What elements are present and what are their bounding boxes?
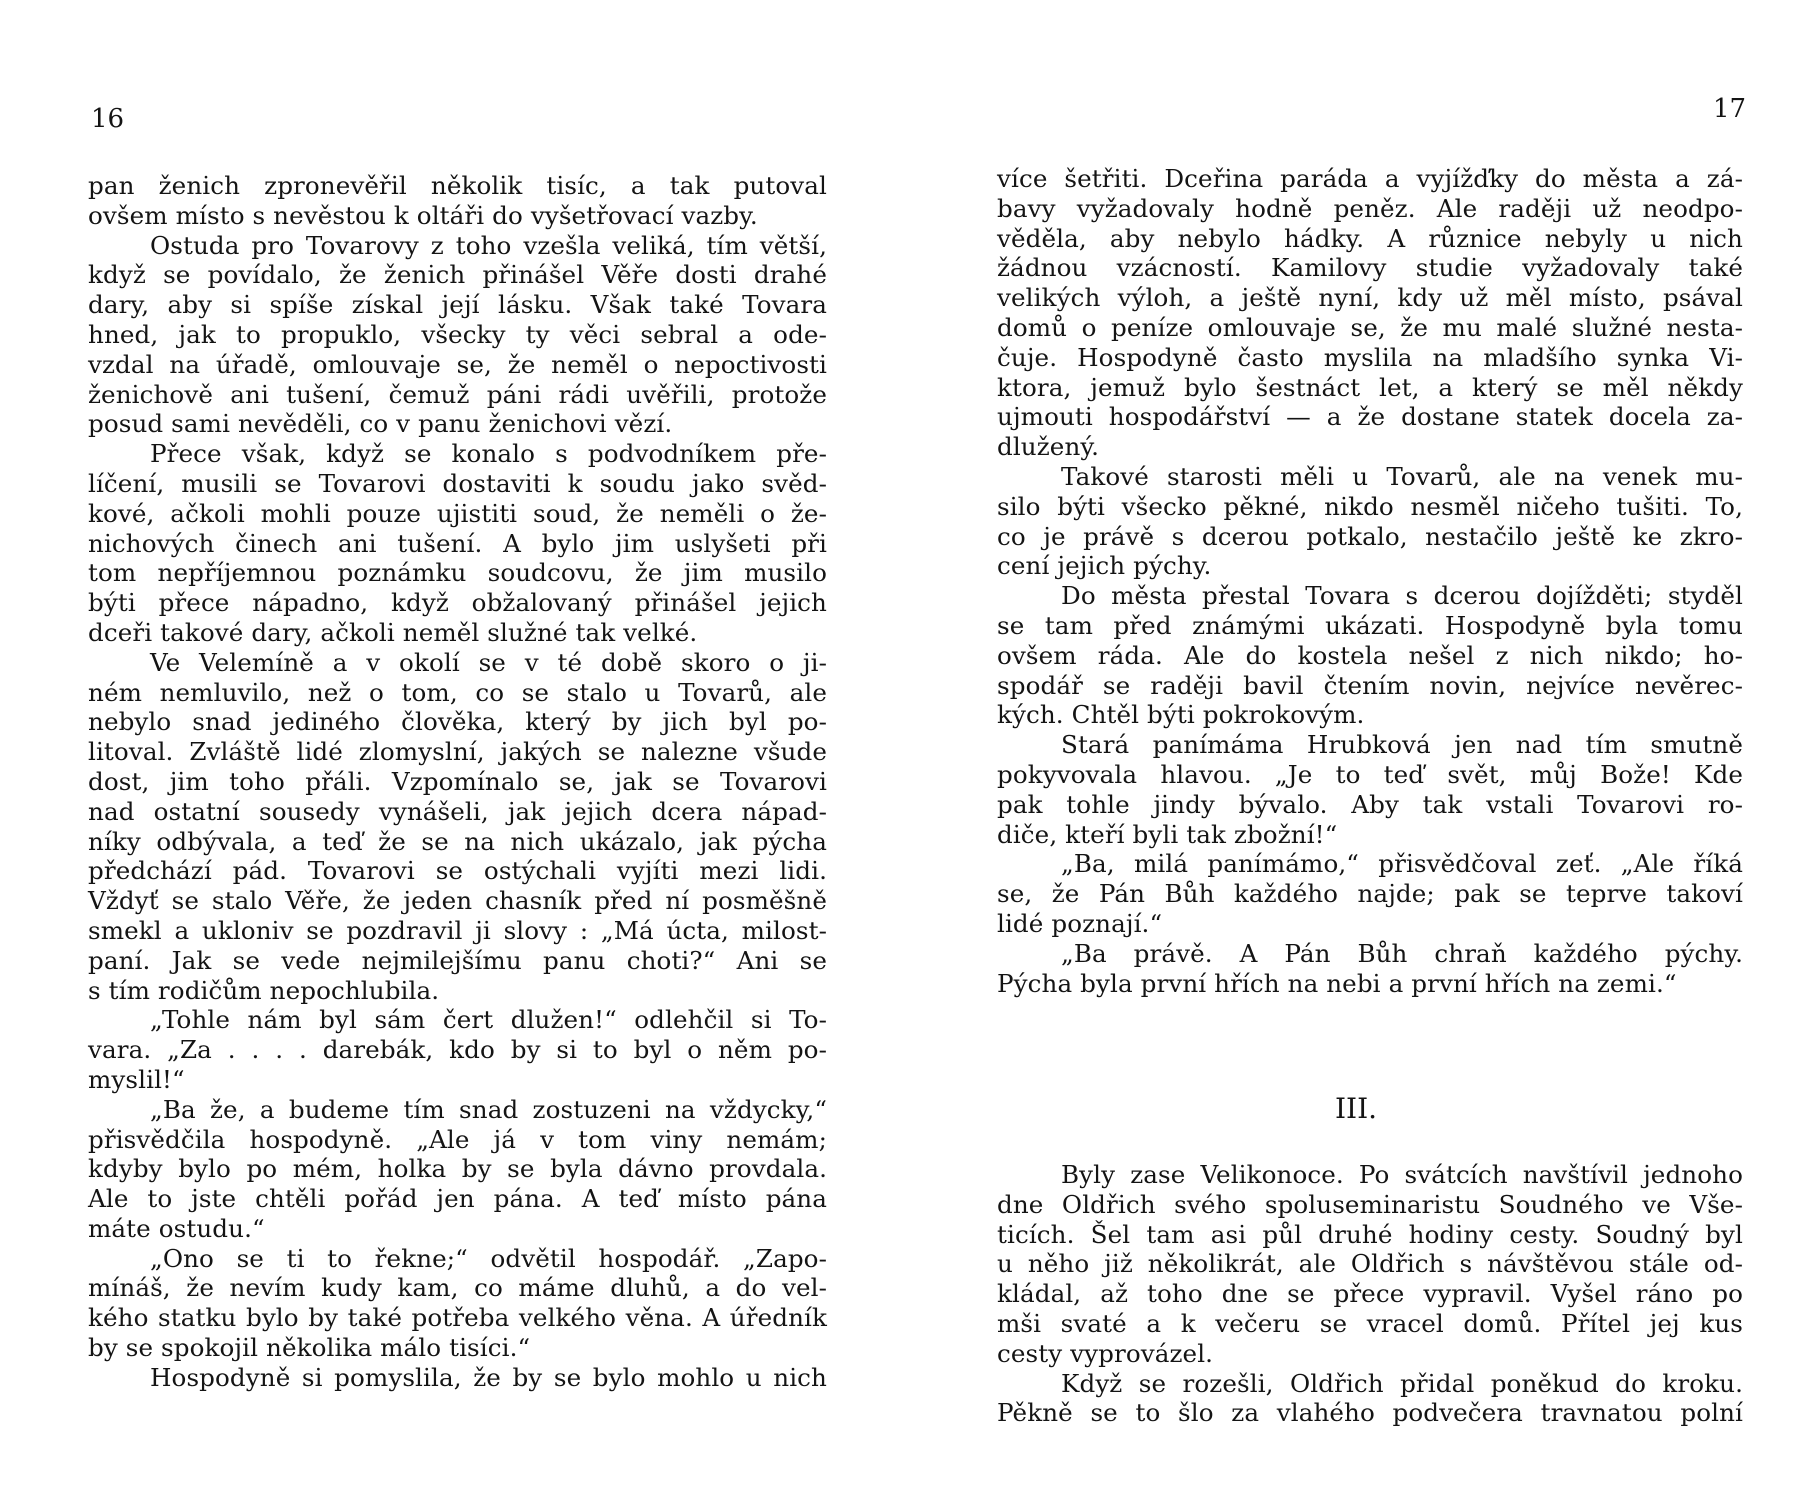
left-page-number: 16 (91, 104, 125, 134)
text-line: Hospodyně si pomyslila, že by se bylo mohlo u nich (150, 1362, 827, 1392)
text-line: Přece však, když se konalo s podvodníkem pře- (150, 439, 827, 469)
text-line: více šetřiti. Dceřina paráda a vyjížďky do města a zá- (997, 164, 1743, 193)
text-line: „Tohle nám byl sám čert dlužen!“ odlehčil si To- (150, 1005, 827, 1035)
text-line: mínáš, že nevím kudy kam, co máme dluhů, a do vel- (88, 1273, 827, 1303)
text-line: ovšem místo s nevěstou k oltáři do vyšetřovací vazby. (88, 200, 758, 230)
left-page (0, 0, 900, 1500)
text-line: hned, jak to propuklo, všecky ty věci sebral a ode- (88, 319, 827, 349)
text-line: dary, aby si spíše získal její lásku. Však také Tovara (88, 290, 827, 320)
text-line: „Ono se ti to řekne;“ odvětil hospodář. „Zapo- (150, 1243, 827, 1273)
text-line: by se spokojil několika málo tisíci.“ (88, 1333, 531, 1363)
text-line: mši svaté a k večeru se vracel domů. Přítel jej kus (997, 1308, 1743, 1338)
left-page-text (88, 171, 827, 1393)
text-line: čuje. Hospodyně často myslila na mladšího synka Vi- (997, 342, 1743, 372)
right-page-text (997, 164, 1743, 998)
text-line: Ostuda pro Tovarovy z toho vzešla veliká, tím větší, (150, 230, 827, 260)
text-line: bavy vyžadovaly hodně peněz. Ale raději už neodpo- (997, 193, 1743, 223)
text-line: žádnou vzácností. Kamilovy studie vyžadovaly také (997, 253, 1743, 283)
chapter-heading: III. (1334, 1092, 1378, 1125)
text-line: ujmouti hospodářství — a že dostane statek docela za- (997, 402, 1743, 432)
text-line: býti přece nápadno, když obžalovaný přinášel jejich (88, 588, 827, 618)
text-line: tom nepříjemnou poznámku soudcovu, že jim musilo (88, 558, 827, 588)
text-line: Stará panímáma Hrubková jen nad tím smutně (1061, 730, 1743, 760)
text-line: „Ba že, a budeme tím snad zostuzeni na vždycky,“ (150, 1094, 827, 1124)
text-line: přisvědčila hospodyně. „Ale já v tom viny nemám; (88, 1124, 827, 1154)
text-line: Pýcha byla první hřích na nebi a první hřích na zemi.“ (997, 968, 1677, 998)
text-line: nichových činech ani tušení. A bylo jim uslyšeti při (88, 528, 827, 558)
text-line: litoval. Zvláště lidé zlomyslní, jakých se nalezne všude (88, 737, 827, 767)
text-line: domů o peníze omlouvaje se, že mu malé služné nesta- (997, 312, 1743, 342)
text-line: diče, kteří byli tak zbožní!“ (997, 819, 1338, 849)
text-line: nebylo snad jediného člověka, který by jich byl po- (88, 707, 827, 737)
text-line: kové, ačkoli mohli pouze ujistiti soud, že neměli o že- (88, 498, 827, 528)
text-line: silo býti všecko pěkné, nikdo nesměl ničeho tušiti. To, (997, 491, 1743, 521)
text-line: se, že Pán Bůh každého najde; pak se teprve takoví (997, 879, 1743, 909)
text-line: myslil!“ (88, 1064, 185, 1094)
text-line: pan ženich zpronevěřil několik tisíc, a tak putoval (88, 171, 827, 200)
text-line: cesty vyprovázel. (997, 1338, 1214, 1368)
text-line: se tam před známými ukázati. Hospodyně byla tomu (997, 610, 1743, 640)
text-line: Když se rozešli, Oldřich přidal poněkud do kroku. (1061, 1368, 1743, 1398)
text-line: paní. Jak se vede nejmilejšímu panu choti?“ Ani se (88, 945, 827, 975)
text-line: vara. „Za . . . . darebák, kdo by si to byl o něm po- (88, 1035, 827, 1065)
text-line: dne Oldřich svého spoluseminaristu Soudného ve Vše- (997, 1189, 1743, 1219)
text-line: pokyvovala hlavou. „Je to teď svět, můj Bože! Kde (997, 759, 1743, 789)
text-line: pak tohle jindy bývalo. Aby tak vstali Tovarovi ro- (997, 789, 1743, 819)
text-line: kých. Chtěl býti pokrokovým. (997, 700, 1365, 730)
text-line: když se povídalo, že ženich přinášel Věře dosti drahé (88, 260, 827, 290)
text-line: líčení, musili se Tovarovi dostaviti k soudu jako svěd- (88, 468, 827, 498)
text-line: Ale to jste chtěli pořád jen pána. A teď místo pána (88, 1184, 827, 1214)
text-line: Vždyť se stalo Věře, že jeden chasník před ní posměšně (88, 886, 827, 916)
right-page-text-after-heading (997, 1160, 1743, 1428)
text-line: kého statku bylo by také potřeba velkého věna. A úředník (88, 1303, 827, 1333)
text-line: Do města přestal Tovara s dcerou dojížděti; styděl (1061, 581, 1743, 611)
text-line: co je právě s dcerou potkalo, nestačilo ještě ke zkro- (997, 521, 1743, 551)
right-page (900, 0, 1812, 1500)
right-page-number: 17 (1713, 94, 1747, 124)
text-line: ném nemluvilo, než o tom, co se stalo u Tovarů, ale (88, 677, 827, 707)
text-line: dost, jim toho přáli. Vzpomínalo se, jak se Tovarovi (88, 766, 827, 796)
text-line: Pěkně se to šlo za vlahého podvečera travnatou polní (997, 1398, 1743, 1428)
text-line: dceři takové dary, ačkoli neměl služné tak velké. (88, 617, 698, 647)
text-line: posud sami nevěděli, co v panu ženichovi vězí. (88, 409, 673, 439)
text-line: velikých výloh, a ještě nyní, kdy už měl místo, psával (997, 283, 1743, 313)
text-line: „Ba, milá panímámo,“ přisvědčoval zeť. „Ale říká (1061, 849, 1743, 879)
text-line: Takové starosti měli u Tovarů, ale na venek mu- (1061, 461, 1743, 491)
text-line: kládal, až toho dne se přece vypravil. Vyšel ráno po (997, 1279, 1743, 1309)
text-line: smekl a ukloniv se pozdravil ji slovy : „Má úcta, milost- (88, 915, 827, 945)
text-line: spodář se raději bavil čtením novin, nejvíce nevěrec- (997, 670, 1743, 700)
text-line: „Ba právě. A Pán Bůh chraň každého pýchy. (1061, 938, 1743, 968)
text-line: věděla, aby nebylo hádky. A různice nebyly u nich (997, 223, 1743, 253)
text-line: kdyby bylo po mém, holka by se byla dávno provdala. (88, 1154, 827, 1184)
text-line: Byly zase Velikonoce. Po svátcích navštívil jednoho (1061, 1160, 1743, 1189)
text-line: ovšem ráda. Ale do kostela nešel z nich nikdo; ho- (997, 640, 1743, 670)
text-line: Ve Velemíně a v okolí se v té době skoro o ji- (150, 647, 827, 677)
text-line: ktora, jemuž bylo šestnáct let, a který se měl někdy (997, 372, 1743, 402)
text-line: vzdal na úřadě, omlouvaje se, že neměl o nepoctivosti (88, 349, 827, 379)
text-line: ticích. Šel tam asi půl druhé hodiny cesty. Soudný byl (997, 1219, 1743, 1249)
text-line: nad ostatní sousedy vynášeli, jak jejich dcera nápad- (88, 796, 827, 826)
text-line: dlužený. (997, 432, 1100, 462)
text-line: cení jejich pýchy. (997, 551, 1212, 581)
text-line: máte ostudu.“ (88, 1213, 265, 1243)
text-line: níky odbývala, a teď že se na nich ukázalo, jak pýcha (88, 826, 827, 856)
text-line: ženichově ani tušení, čemuž páni rádi uvěřili, protože (88, 379, 827, 409)
text-line: předchází pád. Tovarovi se ostýchali vyjíti mezi lidi. (88, 856, 827, 886)
text-line: u něho již několikrát, ale Oldřich s návštěvou stále od- (997, 1249, 1743, 1279)
text-line: lidé poznají.“ (997, 908, 1163, 938)
text-line: s tím rodičům nepochlubila. (88, 975, 440, 1005)
